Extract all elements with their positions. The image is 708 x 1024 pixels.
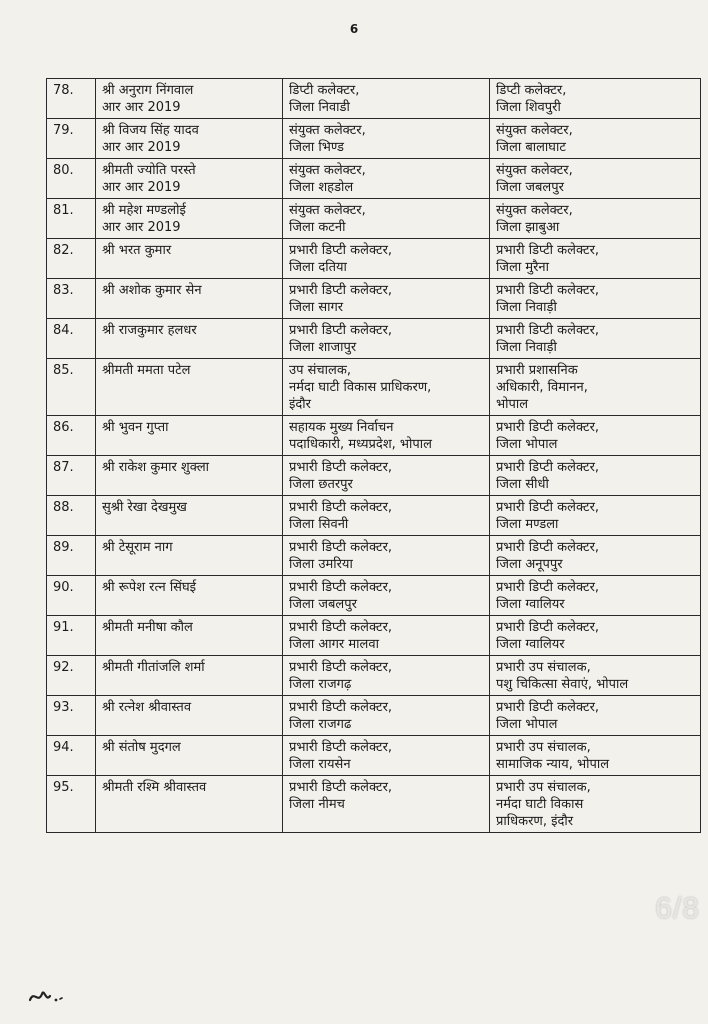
- current-posting: प्रभारी डिप्टी कलेक्टर, जिला आगर मालवा: [283, 616, 490, 656]
- transfer-table: [46, 78, 701, 833]
- table-row: [47, 279, 701, 319]
- new-posting: प्रभारी डिप्टी कलेक्टर, जिला ग्वालियर: [490, 576, 701, 616]
- officer-name: श्रीमती ज्योति परस्ते आर आर 2019: [96, 159, 283, 199]
- table-body: [47, 79, 701, 833]
- table-row: [47, 736, 701, 776]
- new-posting: संयुक्त कलेक्टर, जिला झाबुआ: [490, 199, 701, 239]
- officer-name: श्री भुवन गुप्ता: [96, 416, 283, 456]
- serial-number: 89.: [47, 536, 96, 576]
- serial-number: 82.: [47, 239, 96, 279]
- serial-number: 88.: [47, 496, 96, 536]
- serial-number: 79.: [47, 119, 96, 159]
- officer-name: श्री भरत कुमार: [96, 239, 283, 279]
- officer-name: श्री अशोक कुमार सेन: [96, 279, 283, 319]
- table-row: [47, 119, 701, 159]
- new-posting: संयुक्त कलेक्टर, जिला जबलपुर: [490, 159, 701, 199]
- new-posting: प्रभारी डिप्टी कलेक्टर, जिला निवाड़ी: [490, 279, 701, 319]
- current-posting: संयुक्त कलेक्टर, जिला कटनी: [283, 199, 490, 239]
- page-counter-badge: 6/8: [655, 892, 700, 925]
- officer-name: श्री अनुराग निंगवाल आर आर 2019: [96, 79, 283, 119]
- serial-number: 90.: [47, 576, 96, 616]
- current-posting: उप संचालक, नर्मदा घाटी विकास प्राधिकरण, इंदौर: [283, 359, 490, 416]
- officer-name: श्रीमती मनीषा कौल: [96, 616, 283, 656]
- new-posting: प्रभारी डिप्टी कलेक्टर, जिला भोपाल: [490, 416, 701, 456]
- serial-number: 91.: [47, 616, 96, 656]
- current-posting: संयुक्त कलेक्टर, जिला शहडोल: [283, 159, 490, 199]
- signature-mark: [26, 982, 66, 1008]
- new-posting: प्रभारी डिप्टी कलेक्टर, जिला निवाड़ी: [490, 319, 701, 359]
- serial-number: 94.: [47, 736, 96, 776]
- serial-number: 85.: [47, 359, 96, 416]
- new-posting: प्रभारी उप संचालक, सामाजिक न्याय, भोपाल: [490, 736, 701, 776]
- table-row: [47, 416, 701, 456]
- serial-number: 83.: [47, 279, 96, 319]
- officer-name: श्री राजकुमार हलधर: [96, 319, 283, 359]
- new-posting: प्रभारी डिप्टी कलेक्टर, जिला अनूपपुर: [490, 536, 701, 576]
- current-posting: डिप्टी कलेक्टर, जिला निवाडी: [283, 79, 490, 119]
- table-row: [47, 159, 701, 199]
- current-posting: प्रभारी डिप्टी कलेक्टर, जिला सिवनी: [283, 496, 490, 536]
- table-row: [47, 616, 701, 656]
- table-row: [47, 319, 701, 359]
- current-posting: प्रभारी डिप्टी कलेक्टर, जिला उमरिया: [283, 536, 490, 576]
- current-posting: सहायक मुख्य निर्वाचन पदाधिकारी, मध्यप्रदेश, भोपाल: [283, 416, 490, 456]
- current-posting: प्रभारी डिप्टी कलेक्टर, जिला राजगढ: [283, 696, 490, 736]
- officer-name: श्री संतोष मुदगल: [96, 736, 283, 776]
- current-posting: प्रभारी डिप्टी कलेक्टर, जिला रायसेन: [283, 736, 490, 776]
- officer-name: श्रीमती रश्मि श्रीवास्तव: [96, 776, 283, 833]
- current-posting: प्रभारी डिप्टी कलेक्टर, जिला राजगढ़: [283, 656, 490, 696]
- table-row: [47, 656, 701, 696]
- new-posting: डिप्टी कलेक्टर, जिला शिवपुरी: [490, 79, 701, 119]
- officer-name: श्री राकेश कुमार शुक्ला: [96, 456, 283, 496]
- table-row: [47, 576, 701, 616]
- table-row: [47, 776, 701, 833]
- table-row: [47, 199, 701, 239]
- page-number: 6: [349, 22, 359, 36]
- current-posting: प्रभारी डिप्टी कलेक्टर, जिला छतरपुर: [283, 456, 490, 496]
- serial-number: 86.: [47, 416, 96, 456]
- table-row: [47, 456, 701, 496]
- officer-name: श्री महेश मण्डलोई आर आर 2019: [96, 199, 283, 239]
- current-posting: संयुक्त कलेक्टर, जिला भिण्ड: [283, 119, 490, 159]
- new-posting: प्रभारी डिप्टी कलेक्टर, जिला भोपाल: [490, 696, 701, 736]
- serial-number: 84.: [47, 319, 96, 359]
- table-row: [47, 359, 701, 416]
- new-posting: प्रभारी प्रशासनिक अधिकारी, विमानन, भोपाल: [490, 359, 701, 416]
- officer-name: श्री विजय सिंह यादव आर आर 2019: [96, 119, 283, 159]
- serial-number: 95.: [47, 776, 96, 833]
- current-posting: प्रभारी डिप्टी कलेक्टर, जिला जबलपुर: [283, 576, 490, 616]
- current-posting: प्रभारी डिप्टी कलेक्टर, जिला शाजापुर: [283, 319, 490, 359]
- officer-name: श्री रत्नेश श्रीवास्तव: [96, 696, 283, 736]
- serial-number: 92.: [47, 656, 96, 696]
- serial-number: 78.: [47, 79, 96, 119]
- serial-number: 87.: [47, 456, 96, 496]
- current-posting: प्रभारी डिप्टी कलेक्टर, जिला दतिया: [283, 239, 490, 279]
- new-posting: प्रभारी डिप्टी कलेक्टर, जिला मण्डला: [490, 496, 701, 536]
- current-posting: प्रभारी डिप्टी कलेक्टर, जिला सागर: [283, 279, 490, 319]
- officer-name: श्रीमती गीतांजलि शर्मा: [96, 656, 283, 696]
- new-posting: संयुक्त कलेक्टर, जिला बालाघाट: [490, 119, 701, 159]
- serial-number: 80.: [47, 159, 96, 199]
- new-posting: प्रभारी उप संचालक, नर्मदा घाटी विकास प्राधिकरण, इंदौर: [490, 776, 701, 833]
- current-posting: प्रभारी डिप्टी कलेक्टर, जिला नीमच: [283, 776, 490, 833]
- table-row: [47, 79, 701, 119]
- officer-name: श्रीमती ममता पटेल: [96, 359, 283, 416]
- table-row: [47, 536, 701, 576]
- officer-name: श्री रूपेश रत्न सिंघई: [96, 576, 283, 616]
- serial-number: 93.: [47, 696, 96, 736]
- table-row: [47, 239, 701, 279]
- new-posting: प्रभारी डिप्टी कलेक्टर, जिला मुरैना: [490, 239, 701, 279]
- officer-name: श्री टेसूराम नाग: [96, 536, 283, 576]
- new-posting: प्रभारी उप संचालक, पशु चिकित्सा सेवाएं, भोपाल: [490, 656, 701, 696]
- table-row: [47, 696, 701, 736]
- serial-number: 81.: [47, 199, 96, 239]
- new-posting: प्रभारी डिप्टी कलेक्टर, जिला ग्वालियर: [490, 616, 701, 656]
- table-row: [47, 496, 701, 536]
- officer-name: सुश्री रेखा देखमुख: [96, 496, 283, 536]
- new-posting: प्रभारी डिप्टी कलेक्टर, जिला सीधी: [490, 456, 701, 496]
